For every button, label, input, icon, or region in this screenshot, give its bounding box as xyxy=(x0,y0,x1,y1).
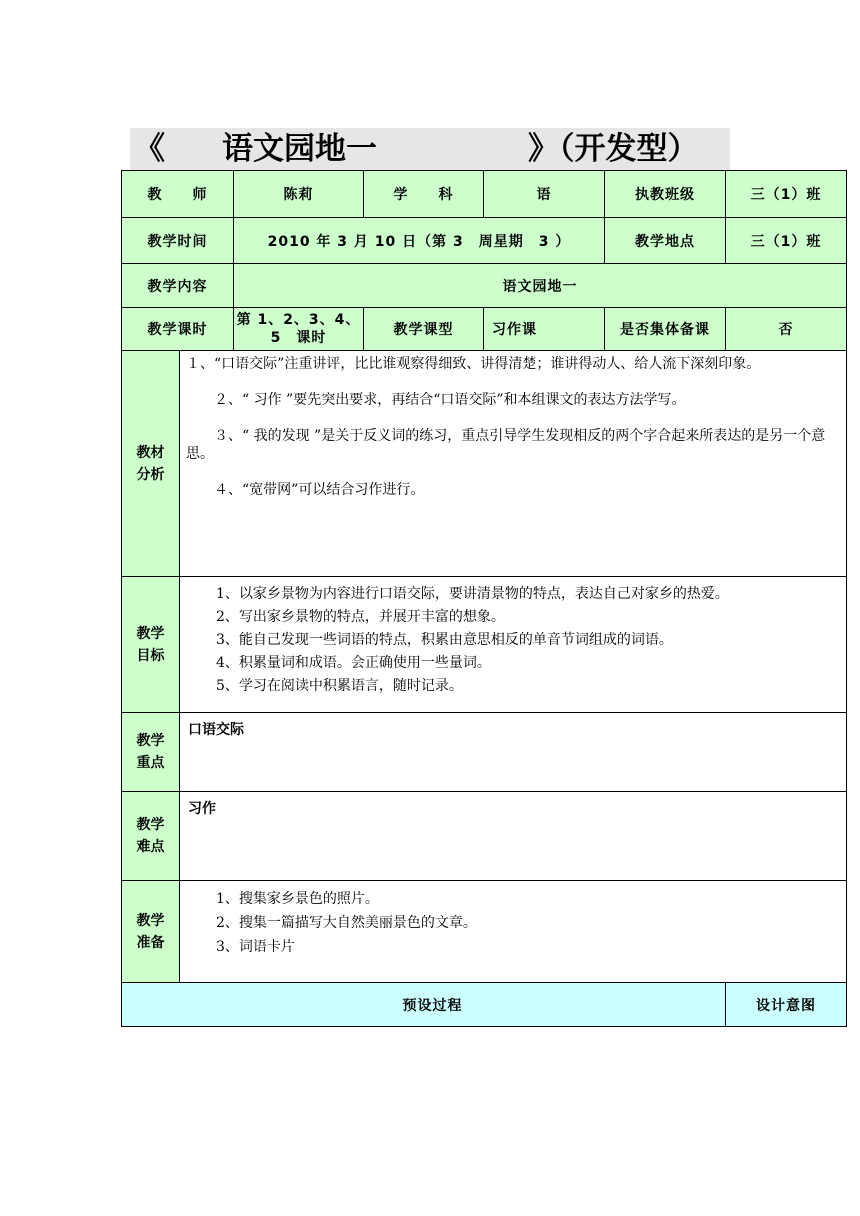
key-points-label-line2: 重点 xyxy=(136,755,165,771)
row-goals xyxy=(122,577,847,713)
difficulties-label-line1: 教学 xyxy=(136,817,165,833)
analysis-label-line2: 分析 xyxy=(136,466,165,483)
preparation-item: 3、词语卡片 xyxy=(216,939,295,955)
row-footer xyxy=(122,983,847,1027)
goal-item: 1、以家乡景物为内容进行口语交际，要讲清景物的特点，表达自己对家乡的热爱。 xyxy=(216,586,729,602)
preparation-item: 1、搜集家乡景色的照片。 xyxy=(216,891,379,907)
hours-value xyxy=(234,308,364,351)
analysis-paragraph-4: ４、“宽带网”可以结合习作进行。 xyxy=(214,482,425,498)
hours-label: 教学课时 xyxy=(122,308,234,351)
row-time xyxy=(122,218,847,264)
goal-item: 5、学习在阅读中积累语言，随时记录。 xyxy=(216,678,463,694)
content-value: 语文园地一 xyxy=(234,264,847,308)
type-label: 教学课型 xyxy=(364,308,484,351)
goals-label xyxy=(122,577,180,713)
goals-content xyxy=(180,577,847,713)
teacher-label: 教 师 xyxy=(122,171,234,218)
row-content xyxy=(122,264,847,308)
collective-value: 否 xyxy=(726,308,847,351)
subject-label: 学 科 xyxy=(364,171,484,218)
type-value: 习作课 xyxy=(484,308,605,351)
analysis-label xyxy=(122,351,180,577)
key-points-label-line1: 教学 xyxy=(136,733,165,749)
row-key-points xyxy=(122,713,847,792)
collective-label: 是否集体备课 xyxy=(605,308,726,351)
page-title xyxy=(130,128,730,170)
content-label: 教学内容 xyxy=(122,264,234,308)
intent-label: 设计意图 xyxy=(726,983,847,1027)
key-points-label xyxy=(122,713,180,792)
difficulties-label-line2: 难点 xyxy=(136,839,165,855)
title-close-bracket: 》（开发型） xyxy=(528,131,699,167)
difficulties-label xyxy=(122,792,180,881)
analysis-content xyxy=(180,351,847,577)
process-label: 预设过程 xyxy=(122,983,726,1027)
row-difficulties xyxy=(122,792,847,881)
row-preparation xyxy=(122,881,847,983)
preparation-label-line2: 准备 xyxy=(136,934,165,951)
preparation-item: 2、搜集一篇描写大自然美丽景色的文章。 xyxy=(216,915,477,931)
analysis-label-line1: 教材 xyxy=(136,444,165,461)
row-teacher xyxy=(122,171,847,218)
hours-value-line2: 5 课时 xyxy=(270,330,327,346)
hours-value-line1: 第 1、2、3、4、 xyxy=(236,312,361,328)
goals-label-line2: 目标 xyxy=(136,647,165,664)
analysis-paragraph-3: ３、“ 我的发现 ”是关于反义词的练习，重点引导学生发现相反的两个字合起来所表达的是另一个意思。 xyxy=(186,428,826,462)
goals-label-line1: 教学 xyxy=(136,625,165,642)
class-label: 执教班级 xyxy=(605,171,726,218)
row-analysis xyxy=(122,351,847,577)
goal-item: 3、能自己发现一些词语的特点，积累由意思相反的单音节词组成的词语。 xyxy=(216,632,673,648)
preparation-label-line1: 教学 xyxy=(136,912,165,929)
key-points-value: 口语交际 xyxy=(180,713,847,792)
time-value: 2010 年 3 月 10 日（第 3 周星期 3 ） xyxy=(234,218,605,264)
goal-item: 4、积累量词和成语。会正确使用一些量词。 xyxy=(216,655,491,671)
title-open-bracket: 《 xyxy=(134,131,165,167)
preparation-label xyxy=(122,881,180,983)
analysis-paragraph-1: １、“口语交际”注重讲评，比比谁观察得细致、讲得清楚；谁讲得动人、给人流下深刻印象。 xyxy=(186,356,761,372)
time-label: 教学时间 xyxy=(122,218,234,264)
row-hours xyxy=(122,308,847,351)
lesson-plan-table xyxy=(121,170,847,1027)
goal-item: 2、写出家乡景物的特点，并展开丰富的想象。 xyxy=(216,609,505,625)
place-value: 三（1）班 xyxy=(726,218,847,264)
title-name: 语文园地一 xyxy=(222,131,377,167)
analysis-paragraph-2: ２、“ 习作 ”要先突出要求，再结合“口语交际”和本组课文的表达方法学写。 xyxy=(214,392,686,408)
difficulties-value: 习作 xyxy=(180,792,847,881)
teacher-value: 陈莉 xyxy=(234,171,364,218)
class-value: 三（1）班 xyxy=(726,171,847,218)
preparation-content xyxy=(180,881,847,983)
subject-value: 语 xyxy=(484,171,605,218)
place-label: 教学地点 xyxy=(605,218,726,264)
